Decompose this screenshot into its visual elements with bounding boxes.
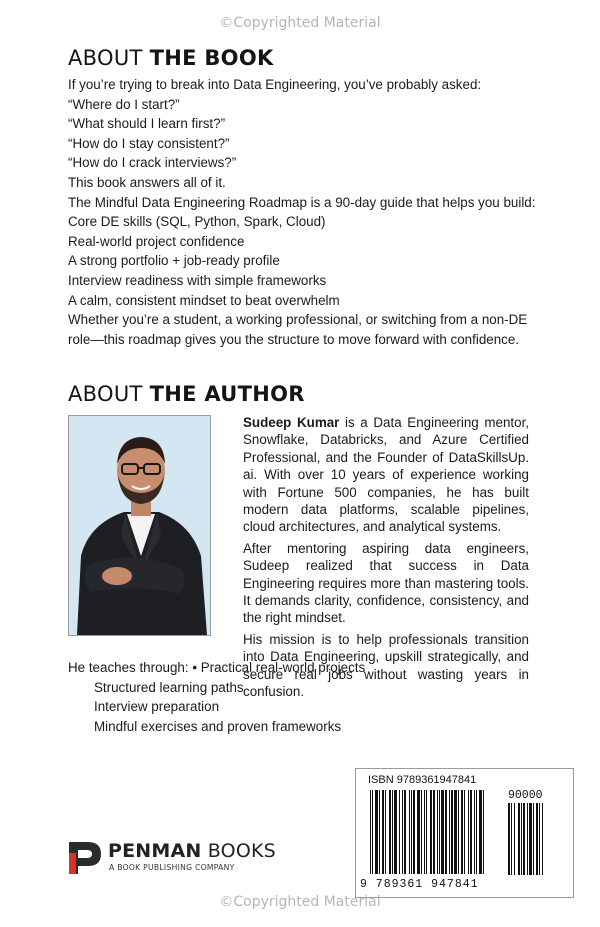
publisher-tagline: A BOOK PUBLISHING COMPANY (109, 863, 235, 872)
barcode-bar (389, 790, 391, 874)
barcode-bar (392, 790, 393, 874)
barcode-bar (464, 790, 465, 874)
barcode-bar (426, 790, 427, 874)
about-author-heading (68, 382, 305, 406)
author-bio-rest: is a Data Engineering mentor, Snowflake, Databricks, and Azure Certified Professional, and the Founder of DataSkillsUp. ai. With over 10 years of experience working with Fortune 500 companies, he has built modern data platforms, scalable pipelines, cloud architectures, and analytical systems. (243, 415, 530, 535)
barcode-bar (372, 790, 373, 874)
barcode-bar (421, 790, 422, 874)
barcode-bar (382, 790, 384, 874)
author-photo (68, 415, 211, 636)
barcode-bar (404, 790, 406, 874)
book-line: A strong portfolio + job-ready profile (68, 253, 280, 269)
barcode-bars-main (370, 790, 502, 880)
barcode-bar (424, 790, 425, 874)
barcode-bar (527, 803, 528, 875)
book-line: A calm, consistent mindset to beat overwhelm (68, 292, 340, 308)
heading-light: ABOUT (68, 46, 143, 70)
book-line: This book answers all of it. (68, 174, 226, 190)
about-book-heading (68, 46, 274, 70)
book-line: Real-world project confidence (68, 233, 245, 249)
teaches-item: Interview preparation (94, 699, 220, 715)
barcode-bar (409, 790, 410, 874)
book-line: “Where do I start?” (68, 96, 180, 112)
barcode-bar (379, 790, 380, 874)
barcode-bar (514, 803, 515, 875)
publisher-name-bold: PENMAN (108, 840, 202, 862)
barcode-bar (385, 790, 386, 874)
isbn-digits: 9 789361 947841 (360, 878, 479, 891)
barcode-bar (413, 790, 415, 874)
author-name: Sudeep Kumar (243, 415, 340, 430)
barcode-bar (474, 790, 475, 874)
book-line: “How do I crack interviews?” (68, 155, 237, 171)
teaches-intro: He teaches through: • Practical real-world projects (68, 660, 366, 675)
barcode-bar (518, 803, 520, 875)
publisher-name (108, 840, 276, 862)
heading-light: ABOUT (68, 382, 143, 406)
barcode-bar (470, 790, 472, 874)
watermark-bottom: ©Copyrighted Material (219, 894, 381, 910)
barcode-bar (437, 790, 438, 874)
barcode-bar (411, 790, 412, 874)
barcode-bar (417, 790, 420, 874)
book-line: “What should I learn first?” (68, 116, 226, 132)
barcode-bar (461, 790, 463, 874)
isbn-label: ISBN 9789361947841 (368, 774, 477, 786)
heading-bold: THE AUTHOR (149, 382, 305, 406)
barcode-bar (458, 790, 459, 874)
book-line: Core DE skills (SQL, Python, Spark, Cloud) (68, 214, 326, 230)
barcode-bar (483, 790, 484, 874)
barcode-bar (439, 790, 440, 874)
barcode-bar (529, 803, 532, 875)
barcode-bar (468, 790, 469, 874)
barcode-bar (430, 790, 432, 874)
barcode-bar (451, 790, 453, 874)
author-portrait-illustration (69, 416, 210, 635)
heading-bold: THE BOOK (149, 46, 274, 70)
teaches-list (68, 658, 548, 736)
barcode-bar (441, 790, 444, 874)
book-line: If you’re trying to break into Data Engineering, you’ve probably asked: (68, 77, 482, 92)
barcode-bar (445, 790, 447, 874)
barcode-bar (533, 803, 534, 875)
barcode-bar (511, 803, 512, 875)
penman-logo-icon (68, 841, 102, 875)
author-bio-paragraph-1 (243, 414, 529, 536)
watermark-top: ©Copyrighted Material (219, 15, 381, 31)
about-book-text (68, 75, 548, 349)
barcode-bar (402, 790, 403, 874)
publisher-logo (68, 839, 308, 879)
barcode-bar (539, 803, 540, 875)
barcode-bar (536, 803, 538, 875)
publisher-name-light: BOOKS (201, 840, 276, 862)
barcode-bar (375, 790, 378, 874)
teaches-item: Structured learning paths (94, 679, 244, 695)
barcode-bar (449, 790, 450, 874)
barcode-bar (542, 803, 543, 875)
barcode-bar (399, 790, 400, 874)
book-line: “How do I stay consistent?” (68, 135, 230, 151)
barcode-bar (476, 790, 477, 874)
barcode-bar (433, 790, 435, 874)
book-line: The Mindful Data Engineering Roadmap is a 90-day guide that helps you build: (68, 194, 536, 210)
isbn-barcode (355, 768, 574, 898)
barcode-bar (370, 790, 371, 874)
price-code: 90000 (508, 789, 543, 802)
barcode-bar (394, 790, 397, 874)
book-line: Whether you’re a student, a working professional, or switching from a non-DE role—this roadmap gives you the structure to move forward with confidence. (68, 312, 528, 347)
author-bio-paragraph-3: His mission is to help professionals transition into Data Engineering, upskill strategically, and secure real jobs without wasting years in confusion. (243, 631, 529, 700)
barcode-bar (508, 803, 510, 875)
author-bio-paragraph-2: After mentoring aspiring data engineers, Sudeep realized that success in Data Engineering requires more than mastering tools. It demands clarity, confidence, consistency, and the right mindset. (243, 540, 529, 626)
barcode-bar (523, 803, 525, 875)
barcode-bars-addon (508, 803, 562, 879)
barcode-bar (479, 790, 482, 874)
barcode-bar (521, 803, 522, 875)
teaches-item: Mindful exercises and proven frameworks (94, 718, 342, 734)
book-line: Interview readiness with simple frameworks (68, 272, 327, 288)
barcode-bar (454, 790, 457, 874)
